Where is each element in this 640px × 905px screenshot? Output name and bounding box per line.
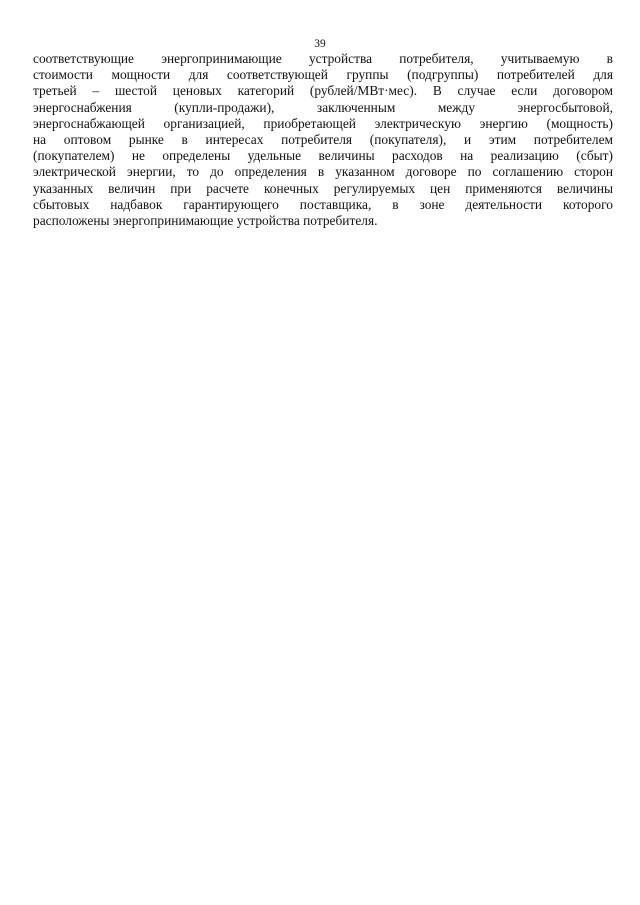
paragraph-line: соответствующие энергопринимающие устройства потребителя, учитываемую в [33, 51, 613, 66]
paragraph-line: сбытовых надбавок гарантирующего поставщика, в зоне деятельности которого [33, 196, 613, 212]
paragraph-line: третьей – шестой ценовых категорий (рублей/МВт·мес). В случае если договором [33, 83, 613, 99]
paragraph-line: энергоснабжения (купли-продажи), заключенным между энергосбытовой, [33, 99, 613, 115]
paragraph-line: указанных величин при расчете конечных регулируемых цен применяются величины [33, 180, 613, 196]
paragraph-line: расположены энергопринимающие устройства потребителя. [33, 212, 378, 228]
page-number: 39 [314, 38, 326, 50]
paragraph-line: (покупателем) не определены удельные величины расходов на реализацию (сбыт) [33, 148, 613, 164]
paragraph-line: электрической энергии, то до определения в указанном договоре по соглашению сторон [33, 164, 613, 180]
paragraph-line: на оптовом рынке в интересах потребителя (покупателя), и этим потребителем [33, 131, 613, 147]
paragraph-line: энергоснабжающей организацией, приобретающей электрическую энергию (мощность) [33, 115, 613, 131]
body-paragraph [33, 51, 613, 229]
paragraph-line: стоимости мощности для соответствующей группы (подгруппы) потребителей для [33, 67, 613, 83]
